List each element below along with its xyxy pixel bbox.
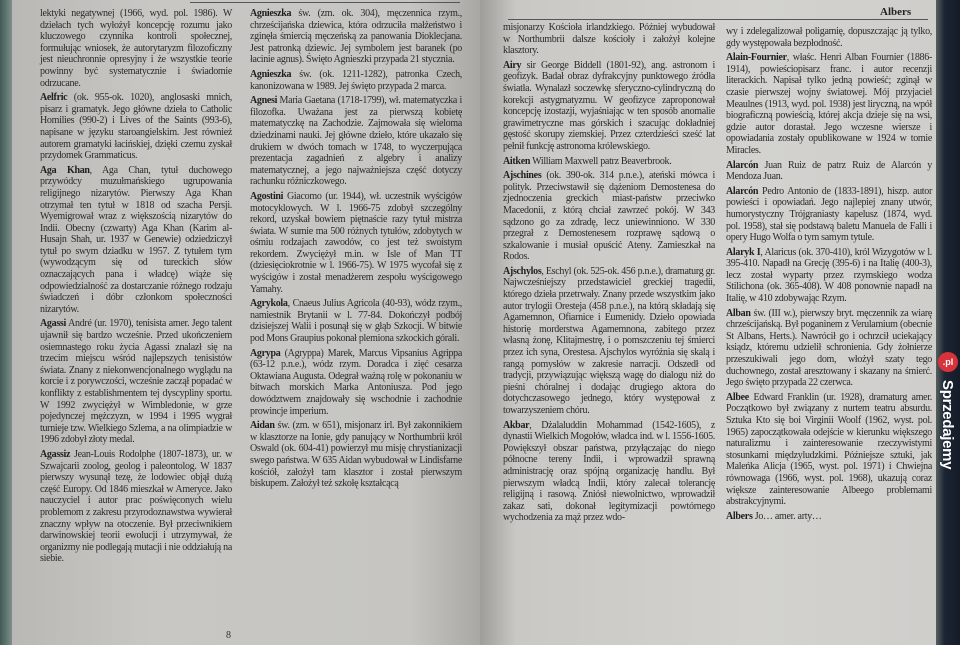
entry-term: Agassiz	[40, 448, 71, 460]
running-head: Albers	[880, 6, 912, 18]
entry	[503, 420, 715, 524]
entry	[726, 308, 932, 389]
entry	[726, 52, 932, 156]
entry	[40, 318, 232, 446]
entry	[726, 160, 932, 183]
entry-term: Albers	[726, 510, 753, 522]
entry-text: sir George Biddell (1801-92), ang. astronom i geofizyk. Badał obraz dyfrakcyjny punktowego źródła światła. Wynalazł soczewkę sferyczno-cylindryczną do korekcji astygmatyzmu. W geofizyce zaproponował koncepcję izostazji, wyjaśniając w ten sposób anomalie grawimetryczne mas górskich i szacując dokładniej gęstość skorupy ziemskiej. Przez czterdzieści sześć lat pełnił funkcję astronoma królewskiego.	[503, 59, 715, 152]
entry	[40, 165, 232, 316]
entry-term: Ajschines	[503, 170, 542, 182]
entry-text: , Alaricus (ok. 370-410), król Wizygotów w l. 395-410. Napadł na Grecję (395-6) i na Italię (400-3), lecz został wyparty przez rzymskiego wodza Stilichona (ok. 365-408). W 408 ponownie napadł na Italię, w 410 zdobywając Rzym.	[726, 246, 932, 305]
entry-term: Agrykola	[250, 298, 288, 310]
watermark-logo: Sprzedajemy	[939, 380, 956, 470]
entry-term: Agnesi	[250, 95, 278, 107]
entry-term: Alban	[726, 307, 751, 319]
entry-continuation	[726, 26, 932, 49]
entry-text: Giacomo (ur. 1944), wł. uczestnik wyścigów motocyklowych. W l. 1966-75 zdobył szczególny rekord, uzyskał bowiem piętnaście razy tytuł mistrza świata. W sumie ma 500 różnych tytułów, zdobytych w ośmiu rodzajach zawodów, co jest też swoistym rekordem. Zwyciężył m.in. w Isle of Man TT (dziesięciokrotnie w l. 1966-75). W 1975 wycofał się z wyścigów i został menadżerem zespołu wyścigowego Yamahy.	[250, 190, 462, 295]
entry	[726, 247, 932, 305]
column-4	[726, 26, 932, 525]
entry-term: Agrypa	[250, 347, 281, 359]
entry	[250, 191, 462, 295]
entry-term: Agostini	[250, 190, 284, 202]
entry	[250, 95, 462, 188]
entry	[503, 156, 715, 168]
page-number: 8	[226, 630, 231, 641]
watermark-badge: .pl	[938, 352, 958, 372]
entry	[503, 266, 715, 417]
entry-term: Alaryk I	[726, 246, 761, 258]
entry-text: , Aga Chan, tytuł duchowego przywódcy muzułmańskiego ugrupowania religijnego nizarytów. Pierwszy Aga Khan otrzymał ten tytuł w 1818 od szacha Persji. Wyemigrował wraz z większością nizarytów do Indii. Obecny (czwarty) Aga Khan (Karim al-Husajn Shah, ur. 1937 w Genewie) odziedziczył tytuł po swym dziadku w 1957. Z tytułem tym (wywodzącym się od tureckich słów oznaczających pana i władcę) wiąże się odpowiedzialność za dostarczanie różnego rodzaju świadczeń i dóbr członkom społeczności nizarytów.	[40, 164, 232, 315]
entry	[250, 420, 462, 490]
entry-text: Juan Ruiz de patrz Ruiz de Alarcón y Mendoza Juan.	[726, 159, 932, 183]
header-rule-right	[508, 19, 928, 20]
entry	[726, 511, 932, 523]
entry-term: Alarcón	[726, 159, 759, 171]
entry-text: lektyki negatywnej (1966, wyd. pol. 1986). W dziełach tych wyłożył koncepcję rozumu jako kluczowego czynnika kontroli społecznej, formułując wniosek, że autorytaryzm filozoficzny jest nieuchronnie opresyjny i że wszystkie teorie powinny być systematycznie i świadomie odrzucane.	[40, 8, 232, 89]
entry-term: Alarcón	[726, 185, 759, 197]
entry-text: Maria Gaetana (1718-1799), wł. matematyczka i filozofka. Uważana jest za pierwszą kobietę matematyczkę na Zachodzie. Zajmowała się wieloma dziedzinami nauki. Jej główne dzieło, które ukazało się drukiem w dwóch tomach w 1748, to wyczerpująca prezentacja zagadnień z algebry i analizy matematycznej, a jego najważniejsza część dotyczy rachunku różniczkowego.	[250, 95, 462, 188]
entry	[726, 186, 932, 244]
entry-text: św. (zm. w 651), misjonarz irl. Był zakonnikiem w klasztorze na Ionie, gdy panujący w Northumbrii król Oswald (ok. 604-41) powierzył mu misję chrystianizacji swego państwa. W 635 Aidan wybudował w Lindisfarne kościół, założył tam klasztor i został pierwszym biskupem. Założył też szkołę kształcącą	[250, 420, 462, 490]
entry-text: wy i zdelegalizował poligamię, dopuszczając ją tylko, gdy występowała bezpłodność.	[726, 26, 932, 49]
entry-term: Agassi	[40, 318, 66, 330]
entry-text: Jo… amer. arty…	[752, 510, 822, 522]
entry	[250, 348, 462, 418]
entry-term: Agnieszka	[250, 8, 292, 19]
entry	[726, 392, 932, 508]
desk-edge-right	[936, 0, 960, 645]
entry-text: misjonarzy Kościoła irlandzkiego. Później wybudował w Northumbrii dalsze kościoły i założył kolejne klasztory.	[503, 22, 715, 57]
entry-term: Alain-Fournier	[726, 52, 787, 64]
entry-text: (ok. 390-ok. 314 p.n.e.), ateński mówca i polityk. Przeciwstawił się dążeniom Demostenesa do zjednoczenia greckich miast-państw przeciwko Macedonii, z którą chciał zawrzeć pokój. W 343 sądzono go za zdradę, lecz uniewinniono. W 330 przegrał z Demostenesem rozprawę sądową o szkalowanie i musiał opuścić Ateny. Zamieszkał na Rodos.	[503, 170, 715, 263]
entry-text: Jean-Louis Rodolphe (1807-1873), ur. w Szwajcarii zoolog, geolog i paleontolog. W 1837 pierwszy wysunął tezę, że lodowiec objął dużą część Europy. Od 1846 mieszkał w Ameryce. Jako nauczyciel i autor prac poświęconych wielu problemom z zakresu przyrodoznawstwa wywierał znaczny wpływ na otoczenie. Był przeciwnikiem darwinowskiej teorii ewolucji i utrzymywał, że organizmy nie podlegają mutacji i nie oddziałują na siebie.	[40, 448, 232, 565]
entry-text: św. (III w.), pierwszy bryt. męczennik za wiarę chrześcijańską. Był poganinem z Verulamium (obecnie St Albans, Herts.). Nawrócił go i ochrzcił uciekający ksiądz, któremu udzielił schronienia. Gdy żołnierze przeszukiwali jego dom, włożył szaty tego duchownego, został aresztowany i skazany na śmierć. Jego święto przypada 22 czerwca.	[726, 307, 932, 389]
entry-text: William Maxwell patrz Beaverbrook.	[530, 155, 672, 167]
entry-continuation	[40, 8, 232, 89]
entry-text: , Eschyl (ok. 525-ok. 456 p.n.e.), dramaturg gr. Najwcześniejszy przedstawiciel greckiej tragedii, którego dzieła przetrwały. Znany przede wszystkim jako autor trylogii Oresteja (458 p.n.e.), na którą składają się Agamemnon, Ofiarnice i Eumenidy. Dzieło opowiada historię morderstwa Agamemnona, zabitego przez własną żonę, Klitajmestrę, i o pomszczeniu tej śmierci przez ich syna, Orestesa. Ajschylos wyróżnia się skalą i rangą pomysłów w zakresie narracji. Odszedł od tradycji, przywiązując większą wagę do dialogu niż do pieśni chóralnej i dodając drugiego aktora do dotychczasowego jednego, który występował z towarzyszeniem chóru.	[503, 265, 715, 416]
entry	[40, 449, 232, 565]
entry-term: Akbar	[503, 419, 530, 431]
entry-term: Ajschylos	[503, 265, 542, 277]
entry-term: Aitken	[503, 155, 531, 167]
entry-term: Agnieszka	[250, 68, 292, 80]
entry-term: Aga Khan	[40, 164, 90, 176]
entry-text: (Agryppa) Marek, Marcus Vipsanius Agrippa (63-12 p.n.e.), wódz rzym. Doradca i zięć cesarza Oktawiana Augusta. Odegrał ważną rolę w pokonaniu w bitwach morskich Marka Antoniusza. Pod jego dowództwem znajdowały się wschodnie i zachodnie prowincje imperium.	[250, 347, 462, 417]
entry-text: Pedro Antonio de (1833-1891), hiszp. autor powieści i opowiadań. Jego najlepiej znany utwór, humorystyczny Trójgraniasty kapelusz (1874, wyd. pol. 1958), stał się podstawą baletu Manuela de Falli i opery Hugo Wolfa o tym samym tytule.	[726, 185, 932, 244]
entry	[250, 8, 462, 66]
column-1	[40, 8, 232, 568]
column-3	[503, 22, 715, 527]
entry-text: św. (zm. ok. 304), męczennica rzym., chrześcijańska dziewica, która odrzuciła małżeństwo i zginęła śmiercią męczeńską za panowania Dioklecjana. Jest patronką dziewic. Jej symbolem jest baranek (po łacinie agnus). Święto Agnieszki przypada 21 stycznia.	[250, 8, 462, 66]
entry-text: , Dżalaluddin Mohammad (1542-1605), z dynastii Wielkich Mogołów, władca ind. w l. 1556-1605. Powiększył obszar państwa, przyłączając do niego północne tereny Indii, i wprowadził sprawną administrację oraz spójną organizację handlu. Był pierwszym władcą Indii, który zalecał tolerancję religijną i rasową. Zniósł niewolnictwo, wprowadził zakaz sati, dokonał legitymizacji powtórnego wychodzenia za mąż przez wdo-	[503, 419, 715, 524]
entry-term: Albee	[726, 391, 749, 403]
entry-text: (ok. 955-ok. 1020), anglosaski mnich, pisarz i gramatyk. Jego główne dzieła to Catholic Homilies (990-2) i Lives of the Saints (993-6), napisane w języku staroangielskim. Jest również autorem gramatyki łacińskiej, dzięki czemu zyskał przydomek Grammaticus.	[40, 92, 232, 162]
entry-term: Aidan	[250, 420, 275, 432]
entry	[250, 69, 462, 92]
entry-text: , właśc. Henri Alban Fournier (1886-1914), powieściopisarz franc. i autor recenzji literackich. Napisał tylko jedną powieść; zginął w czasie pierwszej wojny światowej. Mój przyjaciel Meaulnes (1913, wyd. pol. 1938) jest liryczną, na wpół biograficzną powieścią, której akcja dzieje się na wsi, gdzie autor dorastał. Jego wczesne wiersze i opowiadania zostały opublikowane w 1924 w tomie Miracles.	[726, 52, 932, 156]
column-2	[250, 8, 462, 493]
entry-text: André (ur. 1970), tenisista amer. Jego talent ujawnił się bardzo wcześnie. Przed ukończeniem osiemnastego roku życia Agassi znalazł się na trzecim miejscu wśród najlepszych tenisistów świata. Znany z niekonwencjonalnego wyglądu na korcie i z porywczości, wcześnie zaczął popadać w konflikty z establishmentem tej dyscypliny sportu. W 1992 zwyciężył w Wimbledonie, w grze pojedynczej mężczyzn, w 1994 i 1995 wygrał turnieje tzw. Wielkiego Szlema, a na olimpiadzie w 1996 zdobył złoty medal.	[40, 318, 232, 446]
entry-term: Aelfric	[40, 92, 68, 104]
entry	[250, 298, 462, 344]
entry-text: , Cnaeus Julius Agricola (40-93), wódz rzym., namiestnik Brytanii w l. 77-84. Dokończył podbój dzisiejszej Walii i posunął się w głąb Szkocji. W bitwie pod Mons Graupius pokonał plemiona szkockich górali.	[250, 298, 462, 345]
entry-continuation	[503, 22, 715, 57]
entry	[503, 170, 715, 263]
entry-text: Edward Franklin (ur. 1928), dramaturg amer. Początkowo był związany z nurtem teatru absurdu. Sztuka Kto się boi Virginii Woolf (1962, wyst. pol. 1965) zapoczątkowała odejście w kierunku większego naturalizmu i zainteresowanie rzeczywistymi stosunkami międzyludzkimi. Późniejsze sztuki, jak Maleńka Alicja (1965, wyst. pol. 1971) i Chwiejna równowaga (1966, wyst. pol. 1968), ukazują coraz większe zainteresowanie Albeego problemami abstrakcyjnymi.	[726, 391, 932, 508]
entry-text: św. (ok. 1211-1282), patronka Czech, kanonizowana w 1989. Jej święto przypada 2 marca.	[250, 68, 462, 92]
entry	[40, 92, 232, 162]
entry	[503, 60, 715, 153]
header-rule-left	[190, 2, 460, 3]
entry-term: Airy	[503, 59, 522, 71]
